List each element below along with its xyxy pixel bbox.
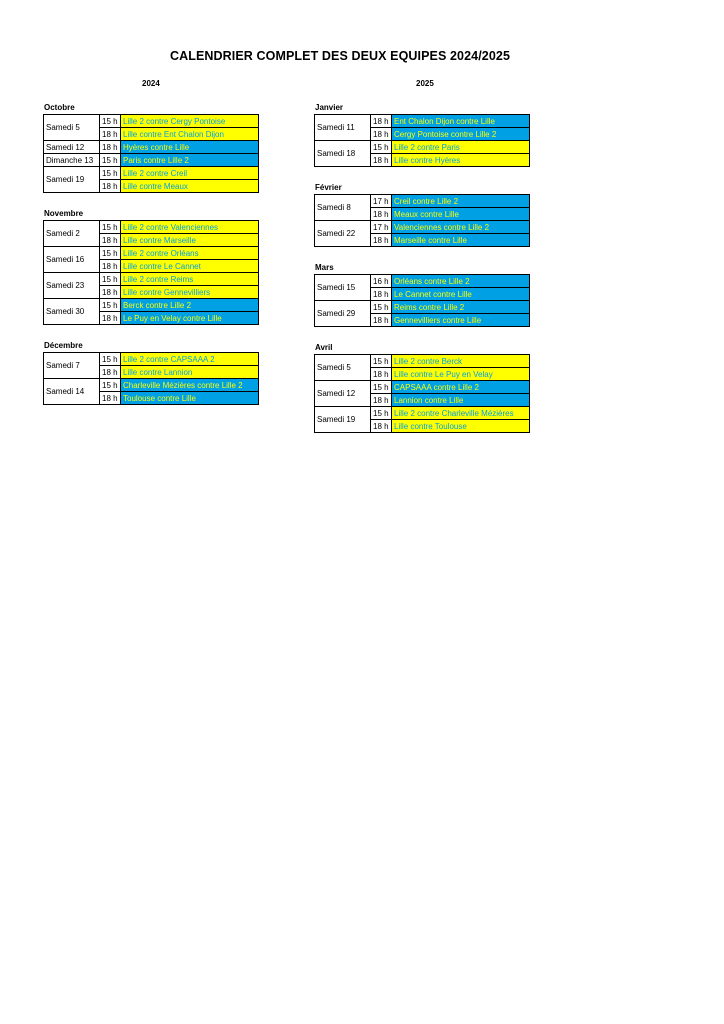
time-cell: 15 h — [100, 379, 121, 392]
day-cell: Samedi 16 — [44, 247, 100, 273]
day-cell: Samedi 12 — [44, 141, 100, 154]
home-match-cell: Lille contre Toulouse — [392, 420, 530, 433]
home-match-cell: Lille 2 contre Orléans — [121, 247, 259, 260]
month-schedule-table — [314, 194, 530, 247]
home-match-cell: Lille contre Ent Chalon Dijon — [121, 128, 259, 141]
table-row — [44, 154, 259, 167]
day-cell: Samedi 5 — [44, 115, 100, 141]
month-schedule-table — [314, 274, 530, 327]
time-cell: 18 h — [371, 368, 392, 381]
table-row — [315, 407, 530, 420]
away-match-cell: Paris contre Lille 2 — [121, 154, 259, 167]
day-cell: Dimanche 13 — [44, 154, 100, 167]
year-label-2024: 2024 — [142, 79, 160, 88]
table-row — [315, 141, 530, 154]
time-cell: 15 h — [371, 407, 392, 420]
away-match-cell: Berck contre Lille 2 — [121, 299, 259, 312]
away-match-cell: Cergy Pontoise contre Lille 2 — [392, 128, 530, 141]
time-cell: 15 h — [100, 221, 121, 234]
table-row — [315, 355, 530, 368]
day-cell: Samedi 22 — [315, 221, 371, 247]
time-cell: 15 h — [100, 273, 121, 286]
day-cell: Samedi 29 — [315, 301, 371, 327]
table-row — [315, 115, 530, 128]
table-row — [315, 195, 530, 208]
month-schedule-table — [43, 114, 259, 193]
table-row — [315, 381, 530, 394]
day-cell: Samedi 12 — [315, 381, 371, 407]
time-cell: 15 h — [100, 167, 121, 180]
home-match-cell: Lille contre Le Puy en Velay — [392, 368, 530, 381]
time-cell: 18 h — [100, 128, 121, 141]
time-cell: 18 h — [100, 260, 121, 273]
time-cell: 15 h — [371, 301, 392, 314]
away-match-cell: Toulouse contre Lille — [121, 392, 259, 405]
month-schedule-table — [43, 352, 259, 405]
home-match-cell: Lille contre Meaux — [121, 180, 259, 193]
time-cell: 18 h — [371, 128, 392, 141]
table-row — [44, 167, 259, 180]
table-row — [44, 273, 259, 286]
table-row — [44, 299, 259, 312]
time-cell: 18 h — [100, 234, 121, 247]
home-match-cell: Lille contre Lannion — [121, 366, 259, 379]
time-cell: 15 h — [371, 381, 392, 394]
away-match-cell: Marseille contre Lille — [392, 234, 530, 247]
time-cell: 15 h — [100, 115, 121, 128]
time-cell: 18 h — [100, 366, 121, 379]
away-match-cell: Reims contre Lille 2 — [392, 301, 530, 314]
time-cell: 17 h — [371, 221, 392, 234]
time-cell: 18 h — [371, 208, 392, 221]
away-match-cell: Valenciennes contre Lille 2 — [392, 221, 530, 234]
schedule-column-2025 — [314, 101, 530, 447]
month-schedule-table — [314, 114, 530, 167]
time-cell: 15 h — [371, 355, 392, 368]
table-row — [44, 221, 259, 234]
home-match-cell: Lille 2 contre Reims — [121, 273, 259, 286]
away-match-cell: Orléans contre Lille 2 — [392, 275, 530, 288]
home-match-cell: Lille 2 contre Creil — [121, 167, 259, 180]
time-cell: 18 h — [100, 312, 121, 325]
time-cell: 15 h — [371, 141, 392, 154]
time-cell: 15 h — [100, 353, 121, 366]
table-row — [44, 247, 259, 260]
table-row — [44, 115, 259, 128]
time-cell: 18 h — [371, 154, 392, 167]
time-cell: 17 h — [371, 195, 392, 208]
time-cell: 18 h — [100, 141, 121, 154]
year-label-2025: 2025 — [416, 79, 434, 88]
away-match-cell: Ent Chalon Dijon contre Lille — [392, 115, 530, 128]
day-cell: Samedi 2 — [44, 221, 100, 247]
month-schedule-table — [43, 220, 259, 325]
away-match-cell: Le Cannet contre Lille — [392, 288, 530, 301]
day-cell: Samedi 7 — [44, 353, 100, 379]
time-cell: 18 h — [100, 392, 121, 405]
time-cell: 18 h — [371, 115, 392, 128]
time-cell: 15 h — [100, 154, 121, 167]
month-schedule-table — [314, 354, 530, 433]
time-cell: 18 h — [371, 394, 392, 407]
away-match-cell: Lannion contre Lille — [392, 394, 530, 407]
home-match-cell: Lille 2 contre Valenciennes — [121, 221, 259, 234]
home-match-cell: Lille contre Hyères — [392, 154, 530, 167]
home-match-cell: Lille 2 contre CAPSAAA 2 — [121, 353, 259, 366]
time-cell: 18 h — [100, 180, 121, 193]
time-cell: 18 h — [371, 288, 392, 301]
time-cell: 15 h — [100, 299, 121, 312]
away-match-cell: Charleville Mézières contre Lille 2 — [121, 379, 259, 392]
month-heading: Janvier — [315, 103, 344, 112]
month-heading: Avril — [315, 343, 333, 352]
time-cell: 16 h — [371, 275, 392, 288]
month-heading: Octobre — [44, 103, 75, 112]
table-row — [44, 353, 259, 366]
day-cell: Samedi 19 — [315, 407, 371, 433]
home-match-cell: Lille contre Le Cannet — [121, 260, 259, 273]
month-heading: Février — [315, 183, 342, 192]
schedule-column-2024 — [43, 101, 259, 419]
away-match-cell: Le Puy en Velay contre Lille — [121, 312, 259, 325]
time-cell: 18 h — [371, 234, 392, 247]
time-cell: 18 h — [371, 314, 392, 327]
day-cell: Samedi 19 — [44, 167, 100, 193]
away-match-cell: Meaux contre Lille — [392, 208, 530, 221]
day-cell: Samedi 8 — [315, 195, 371, 221]
month-heading: Novembre — [44, 209, 84, 218]
day-cell: Samedi 14 — [44, 379, 100, 405]
day-cell: Samedi 23 — [44, 273, 100, 299]
day-cell: Samedi 18 — [315, 141, 371, 167]
away-match-cell: Hyères contre Lille — [121, 141, 259, 154]
home-match-cell: Lille contre Marseille — [121, 234, 259, 247]
time-cell: 18 h — [371, 420, 392, 433]
away-match-cell: CAPSAAA contre Lille 2 — [392, 381, 530, 394]
table-row — [44, 379, 259, 392]
day-cell: Samedi 15 — [315, 275, 371, 301]
day-cell: Samedi 11 — [315, 115, 371, 141]
time-cell: 15 h — [100, 247, 121, 260]
home-match-cell: Lille contre Gennevilliers — [121, 286, 259, 299]
time-cell: 18 h — [100, 286, 121, 299]
table-row — [315, 275, 530, 288]
home-match-cell: Lille 2 contre Berck — [392, 355, 530, 368]
away-match-cell: Creil contre Lille 2 — [392, 195, 530, 208]
table-row — [315, 301, 530, 314]
page-title: CALENDRIER COMPLET DES DEUX EQUIPES 2024/2025 — [169, 49, 510, 63]
home-match-cell: Lille 2 contre Paris — [392, 141, 530, 154]
away-match-cell: Gennevilliers contre Lille — [392, 314, 530, 327]
home-match-cell: Lille 2 contre Cergy Pontoise — [121, 115, 259, 128]
home-match-cell: Lille 2 contre Charleville Mézières — [392, 407, 530, 420]
month-heading: Mars — [315, 263, 334, 272]
month-heading: Décembre — [44, 341, 83, 350]
day-cell: Samedi 5 — [315, 355, 371, 381]
table-row — [315, 221, 530, 234]
table-row — [44, 141, 259, 154]
day-cell: Samedi 30 — [44, 299, 100, 325]
